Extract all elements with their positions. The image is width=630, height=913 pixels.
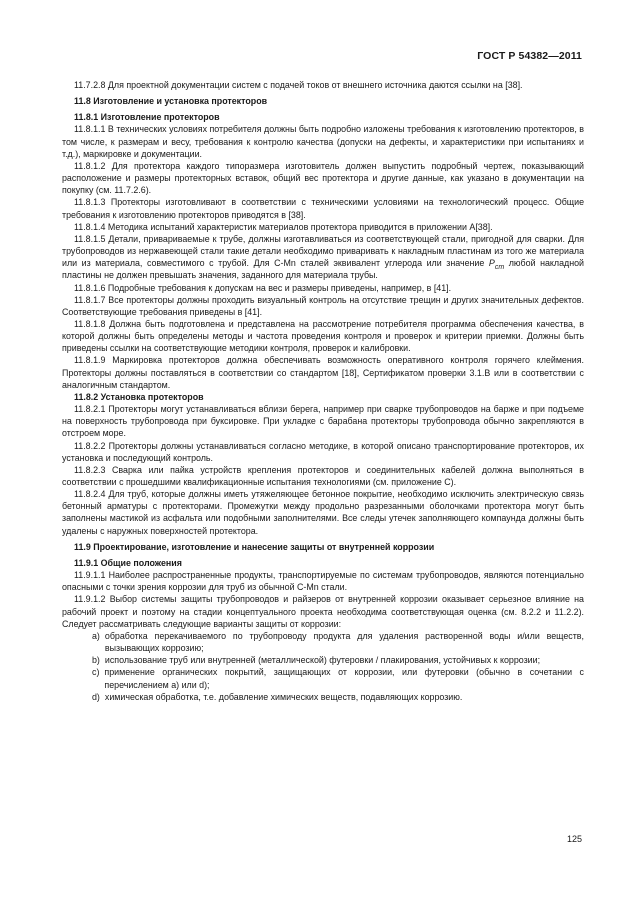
paragraph: 11.9.1.2 Выбор системы защиты трубопроводов и райзеров от внутренней коррозии оказывает серьезное влияние на рабочий проект и поэтому на стадии концептуального проекта необходима соответствующая оценка (см. 8.2.2 и 11.2.2). Следует рассматривать следующие варианты защиты от коррозии: — [62, 594, 584, 629]
list-item-text: химическая обработка, т.е. добавление химических веществ, подавляющих коррозию. — [104, 691, 463, 702]
document-body — [62, 79, 584, 703]
page-number: 125 — [566, 834, 582, 844]
paragraph: 11.8.2.1 Протекторы могут устанавливаться вблизи берега, например при сварке трубопроводов на барже и при подъеме на поверхность трубопровода при буксировке. При укладке с барабана протекторы трубопровода обычно закрепляются в отстроем море. — [62, 404, 584, 439]
subsection-heading: 11.9.1 Общие положения — [74, 557, 182, 568]
paragraph-text-end: любой накладной пластины не должен превышать значения, заданного для материала трубы. — [62, 258, 585, 281]
list-item — [62, 666, 584, 690]
paragraph: 11.8.2.3 Сварка или пайка устройств крепления протекторов и соединительных кабелей должна выполняться в соответствии с прошедшими квалификационные испытания технологиями (см. приложение С). — [62, 464, 584, 487]
paragraph-text-start: 11.8.1.5 Детали, привариваемые к трубе, должны изготавливаться из соответствующей стали, пригодной для сварки. Для трубопроводов из нержавеющей стали такие детали необходимо приваривать к накладным пластинам из того же материала или из материала, совместимого с трубой. Для С-Mn сталей эквивалент углерода или значение — [62, 233, 584, 269]
paragraph: 11.7.2.8 Для проектной документации систем с подачей токов от внешнего источника даются ссылки на [38]. — [74, 80, 523, 90]
section-heading: 11.8 Изготовление и установка протекторов — [74, 96, 268, 107]
document-code-header: ГОСТ Р 54382—2011 — [477, 50, 582, 62]
list-marker: b) — [92, 655, 100, 666]
list-marker: d) — [92, 691, 100, 702]
subsection-heading: 11.8.1 Изготовление протекторов — [74, 112, 220, 123]
paragraph: 11.8.2.4 Для труб, которые должны иметь утяжеляющее бетонное покрытие, необходимо исключить электрическую связь бетонный арматуры с протекторами. Промежутки между продольно разрезанными оболочками протектора могут быть заполнены мастикой из асфальта или подобными заполнителями. Все следы утечек заполняющего компаунда должны быть удалены с наружных поверхностей протектора. — [62, 489, 584, 536]
paragraph: 11.8.2.2 Протекторы должны устанавливаться согласно методике, в которой описано транспортирование протекторов, их установка и последующий контроль. — [62, 440, 584, 463]
paragraph: 11.8.1.6 Подробные требования к допускам на вес и размеры приведены, например, в [41]. — [74, 282, 452, 293]
list-item — [62, 654, 584, 666]
list-item — [62, 630, 584, 654]
formula-symbol: P — [488, 258, 495, 269]
list-marker: a) — [92, 630, 100, 641]
paragraph: 11.8.1.7 Все протекторы должны проходить визуальный контроль на отсутствие трещин и других значительных дефектов. Соответствующие требования приведены в [41]. — [62, 294, 584, 317]
formula-subscript: cm — [494, 263, 505, 271]
paragraph: 11.8.1.3 Протекторы изготовливают в соответствии с техническими условиями на технологический процесс. Общие требования к изготовлению протекторов приводятся в [38]. — [62, 197, 584, 220]
list-item — [62, 691, 584, 703]
list-item-text: обработка перекачиваемого по трубопроводу продукта для удаления растворенной воды и/или веществ, вызывающих коррозию; — [104, 630, 584, 654]
list-marker: c) — [92, 667, 100, 678]
paragraph: 11.8.1.1 В технических условиях потребителя должны быть подробно изложены требования к изготовлению протекторов, в том числе, к размерам и весу, требования к контролю качества (допуски на дефекты, и характеристики при испытаниях и т.д.), маркировке и документации. — [62, 124, 584, 159]
section-heading: 11.9 Проектирование, изготовление и нанесение защиты от внутренней коррозии — [74, 541, 435, 552]
paragraph: 11.8.1.4 Методика испытаний характеристик материалов протектора приводится в приложении А[38]. — [74, 221, 493, 232]
paragraph: 11.9.1.1 Наиболее распространенные продукты, транспортируемые по системам трубопроводов, являются потенциально опасными с точки зрения коррозии для труб из обычной С-Mn стали. — [62, 570, 584, 593]
paragraph: 11.8.1.2 Для протектора каждого типоразмера изготовитель должен выпустить подробный чертеж, показывающий расположение и размеры протекторных вставок, общий вес протектора и другие данные, как указано в документации на покупку (см. 11.7.2.6). — [62, 160, 584, 196]
subsection-heading: 11.8.2 Установка протекторов — [74, 391, 204, 402]
list-item-text: использование труб или внутренней (металлической) футеровки / плакирования, устойчивых к коррозии; — [104, 655, 541, 666]
list-item-text: применение органических покрытий, защищающих от коррозии, или футеровки (обычно в сочетании с перечислением а) или d); — [104, 667, 584, 690]
paragraph: 11.8.1.8 Должна быть подготовлена и представлена на рассмотрение потребителя программа обеспечения качества, в которой должны быть определены методы и частота проведения контроля и проверок и критерии приемки. Должны быть приведены ссылки на соответствующие методики контроля, проверок и калибровки. — [62, 318, 584, 354]
paragraph-with-formula — [62, 233, 584, 282]
paragraph: 11.8.1.9 Маркировка протекторов должна обеспечивать возможность оперативного контроля горячего клеймения. Протекторы должны поставляться в соответствии со стандартом [18], Сертификатом проверки 3.1.В или в соответствии с аналогичным стандартом. — [62, 355, 584, 390]
